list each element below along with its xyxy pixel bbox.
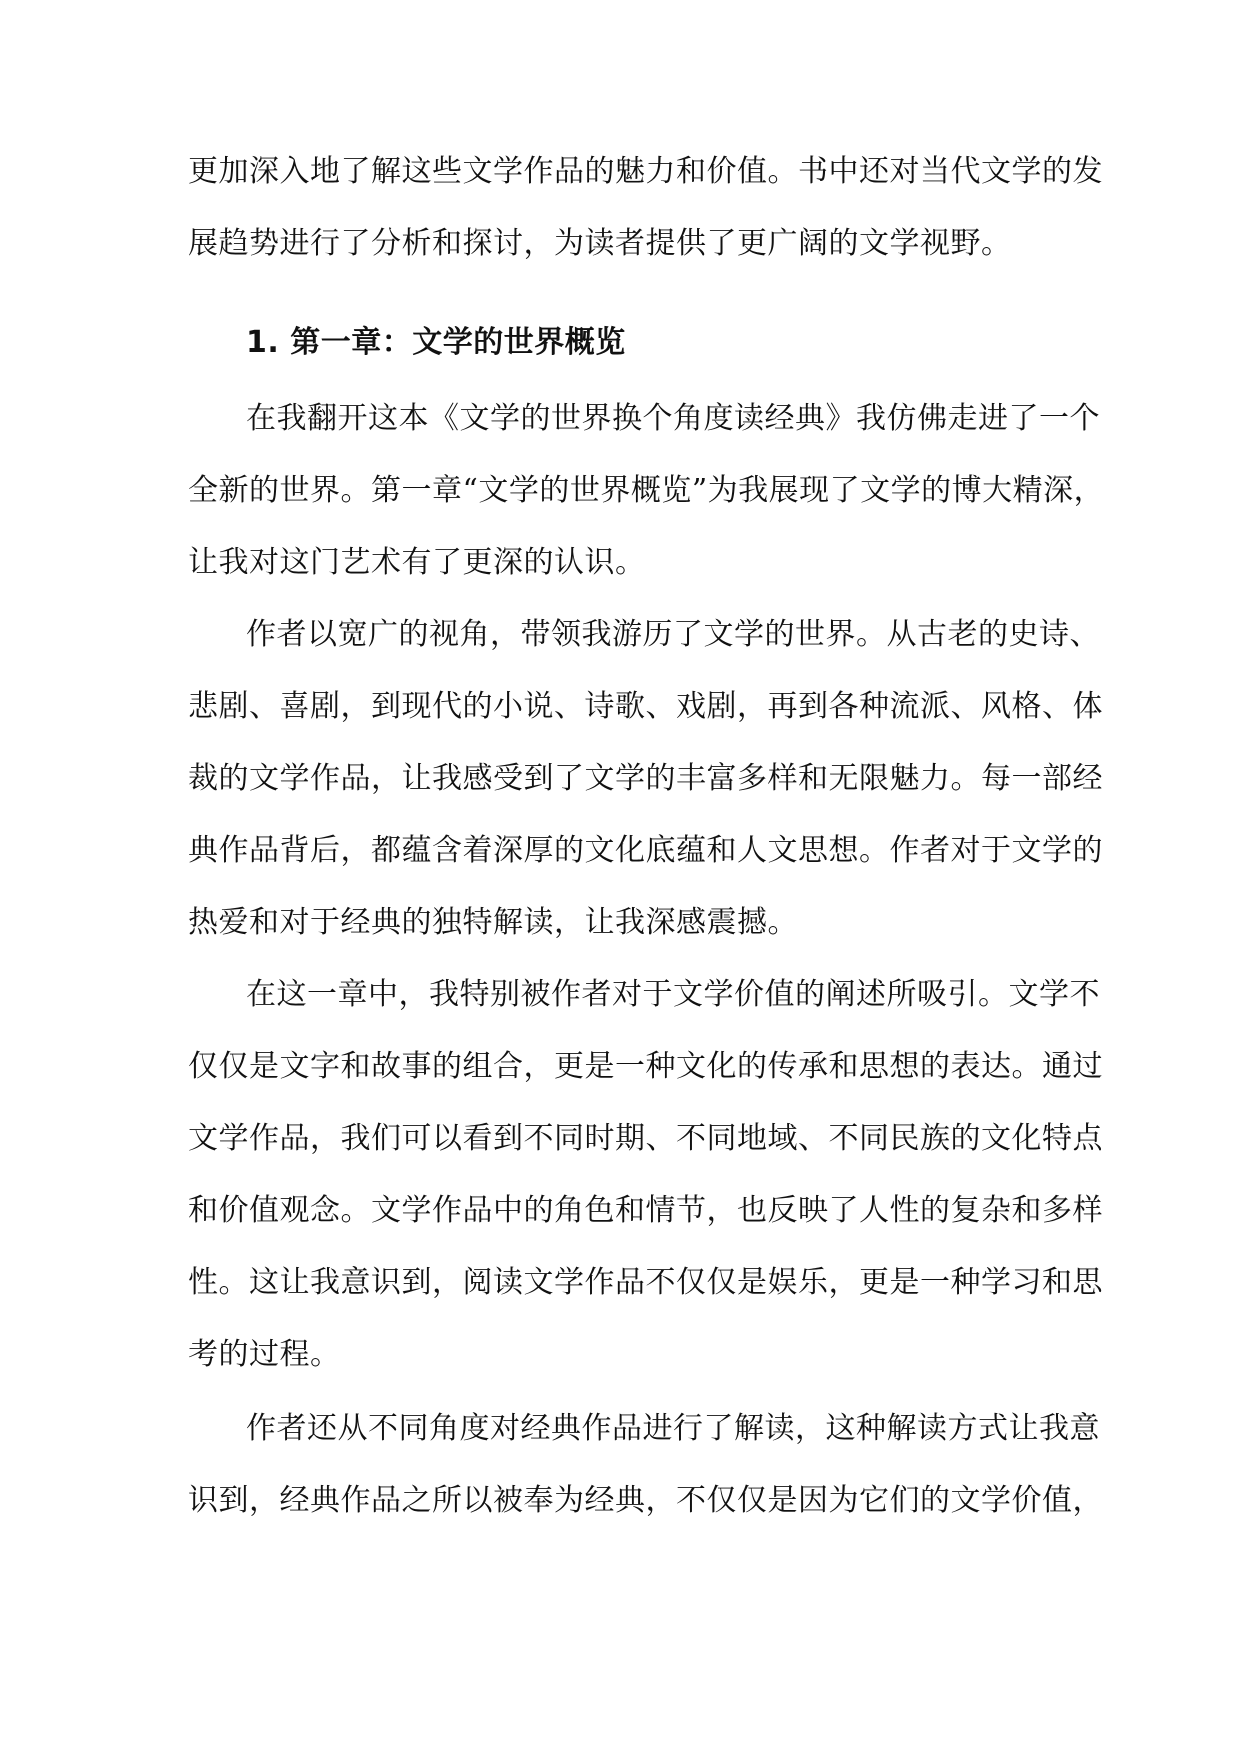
body-text-line: 文学作品，我们可以看到不同时期、不同地域、不同民族的文化特点 xyxy=(188,1121,1103,1156)
body-text-line: 让我对这门艺术有了更深的认识。 xyxy=(188,545,646,580)
body-text-line: 更加深入地了解这些文学作品的魅力和价值。书中还对当代文学的发 xyxy=(188,154,1103,189)
body-text-line: 作者还从不同角度对经典作品进行了解读，这种解读方式让我意 xyxy=(246,1411,1100,1446)
body-text-line: 在我翻开这本《文学的世界换个角度读经典》我仿佛走进了一个 xyxy=(246,401,1100,436)
body-text-line: 热爱和对于经典的独特解读，让我深感震撼。 xyxy=(188,905,798,940)
body-text-line: 作者以宽广的视角，带领我游历了文学的世界。从古老的史诗、 xyxy=(246,617,1100,652)
body-text-line: 在这一章中，我特别被作者对于文学价值的阐述所吸引。文学不 xyxy=(246,977,1100,1012)
body-text-line: 裁的文学作品，让我感受到了文学的丰富多样和无限魅力。每一部经 xyxy=(188,761,1103,796)
body-text-line: 仅仅是文字和故事的组合，更是一种文化的传承和思想的表达。通过 xyxy=(188,1049,1103,1084)
body-text-line: 识到，经典作品之所以被奉为经典，不仅仅是因为它们的文学价值， xyxy=(188,1483,1103,1518)
body-text-line: 考的过程。 xyxy=(188,1337,341,1372)
body-text-line: 展趋势进行了分析和探讨，为读者提供了更广阔的文学视野。 xyxy=(188,226,1012,261)
section-heading: 1. 第一章：文学的世界概览 xyxy=(246,325,626,360)
body-text-line: 典作品背后，都蕴含着深厚的文化底蕴和人文思想。作者对于文学的 xyxy=(188,833,1103,868)
body-text-line: 悲剧、喜剧，到现代的小说、诗歌、戏剧，再到各种流派、风格、体 xyxy=(188,689,1103,724)
body-text-line: 性。这让我意识到，阅读文学作品不仅仅是娱乐，更是一种学习和思 xyxy=(188,1265,1103,1300)
body-text-line: 全新的世界。第一章“文学的世界概览”为我展现了文学的博大精深， xyxy=(188,473,1105,508)
body-text-line: 和价值观念。文学作品中的角色和情节，也反映了人性的复杂和多样 xyxy=(188,1193,1103,1228)
